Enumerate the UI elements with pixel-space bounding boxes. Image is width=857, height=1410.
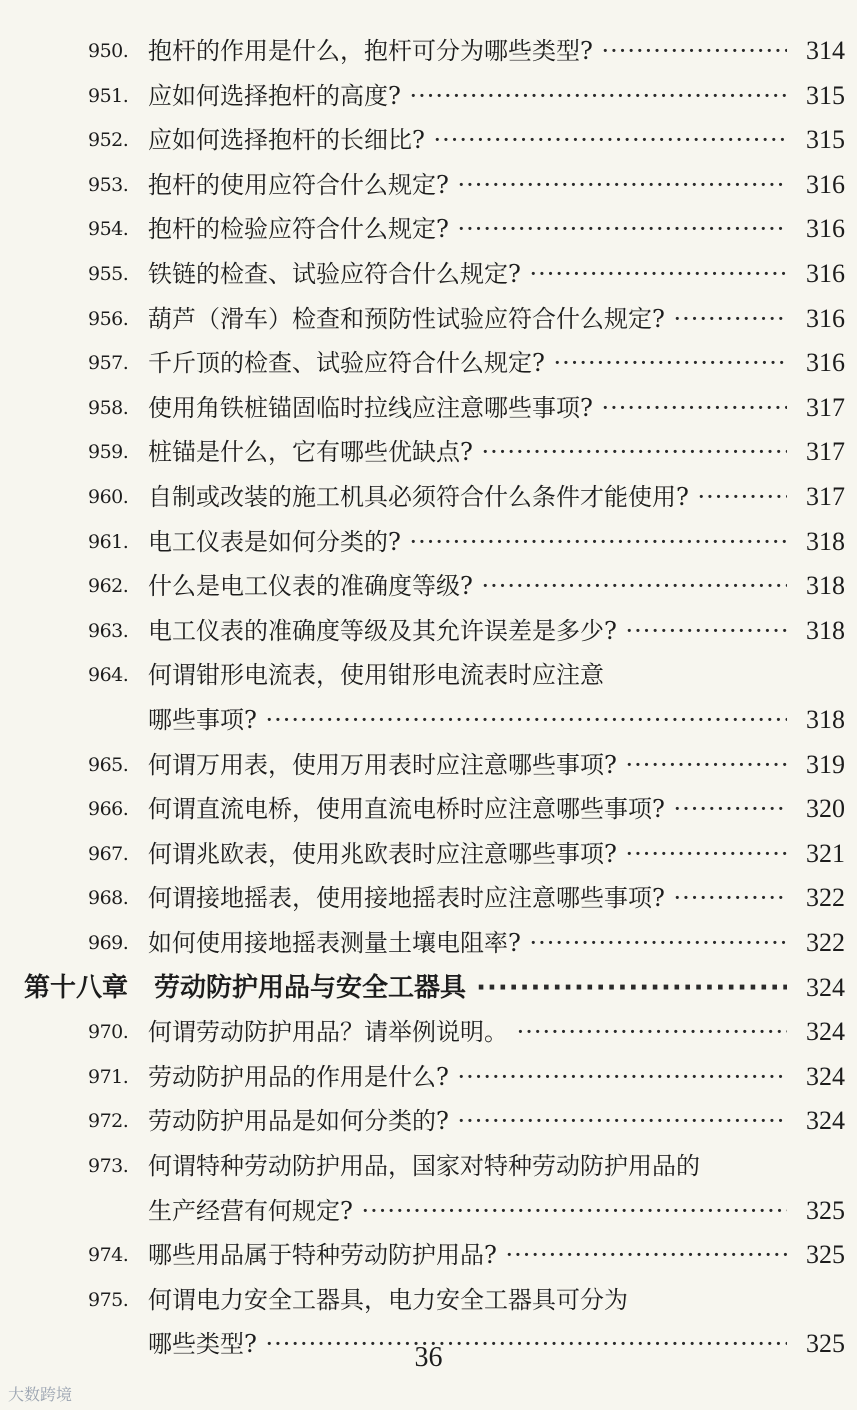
entry-title: 应如何选择抱杆的长细比? ····· [148, 119, 787, 161]
toc-entry [0, 342, 857, 384]
toc-entry [0, 565, 857, 607]
toc-entry [0, 476, 857, 518]
entry-title: 何谓电力安全工器具，电力安全工器具可分为 [148, 1285, 628, 1314]
page-ref: 322 [806, 883, 845, 913]
watermark: 大数跨境 [8, 1385, 73, 1404]
question-number: 954. [88, 218, 129, 241]
question-number: 967. [88, 842, 129, 865]
page-ref: 316 [806, 259, 845, 288]
entry-title: 电工仪表的准确度等级及其允许误差是多少? ····· [148, 610, 787, 652]
page-ref: 324 [806, 972, 845, 1002]
entry-title: 生产经营有何规定? ····· [148, 1190, 787, 1232]
page-ref: 316 [806, 214, 845, 244]
page-ref: 318 [806, 615, 845, 645]
page-ref: 325 [806, 1329, 845, 1359]
entry-title: 铁链的检查、试验应符合什么规定? ····· [148, 253, 787, 295]
entry-title: 使用角铁桩锚固临时拉线应注意哪些事项? ····· [148, 387, 787, 429]
page-ref: 324 [806, 1061, 845, 1091]
toc-entry [0, 30, 857, 72]
toc-entry [0, 699, 857, 741]
toc-entry [0, 521, 857, 563]
question-number: 959. [88, 441, 129, 464]
page-ref: 315 [806, 125, 845, 155]
toc-entry [0, 788, 857, 830]
toc-entry [0, 387, 857, 429]
entry-title: 劳动防护用品是如何分类的? ····· [148, 1100, 787, 1142]
question-number: 975. [88, 1288, 129, 1311]
question-number: 953. [88, 173, 129, 196]
entry-title: 千斤顶的检查、试验应符合什么规定? ····· [148, 342, 787, 384]
entry-title: 何谓万用表，使用万用表时应注意哪些事项? ····· [148, 744, 787, 786]
toc-entry [0, 431, 857, 473]
page-ref: 321 [806, 838, 845, 868]
entry-title: 何谓兆欧表，使用兆欧表时应注意哪些事项? ····· [148, 833, 787, 875]
toc-entry [0, 922, 857, 964]
toc-entry [0, 1234, 857, 1276]
question-number: 952. [88, 129, 129, 152]
toc-entry [0, 1145, 857, 1187]
page-ref: 325 [806, 1195, 845, 1225]
toc-entry [0, 744, 857, 786]
entry-title: 何谓特种劳动防护用品，国家对特种劳动防护用品的 [148, 1152, 700, 1180]
page-ref: 317 [806, 482, 845, 511]
page-ref: 316 [806, 348, 845, 378]
page-ref: 319 [806, 749, 845, 779]
entry-title: 抱杆的检验应符合什么规定? ····· [148, 208, 787, 250]
entry-title: 哪些类型? ····· [148, 1323, 787, 1365]
question-number: 972. [88, 1110, 129, 1133]
toc-entry [0, 208, 857, 250]
toc-entry [0, 253, 857, 295]
entry-title: 桩锚是什么，它有哪些优缺点? ····· [148, 431, 787, 473]
question-number: 969. [88, 932, 129, 954]
entry-title: 劳动防护用品的作用是什么? ····· [148, 1056, 787, 1098]
question-number: 964. [88, 664, 129, 687]
entry-title: 如何使用接地摇表测量土壤电阻率? ····· [148, 922, 787, 964]
page-ref: 317 [806, 437, 845, 467]
entry-title: 抱杆的作用是什么，抱杆可分为哪些类型? ····· [148, 30, 787, 72]
question-number: 958. [88, 396, 129, 419]
page-ref: 325 [806, 1240, 845, 1270]
question-number: 957. [88, 352, 129, 375]
question-number: 950. [88, 40, 129, 62]
question-number: 973. [88, 1155, 129, 1177]
page-ref: 316 [806, 169, 845, 199]
page-ref: 318 [806, 571, 845, 601]
entry-title: 葫芦（滑车）检查和预防性试验应符合什么规定? ····· [148, 298, 787, 340]
page-ref: 317 [806, 392, 845, 422]
page-ref: 318 [806, 705, 845, 734]
question-number: 962. [88, 575, 129, 598]
page-ref: 314 [806, 36, 845, 65]
toc-entry [0, 1011, 857, 1053]
question-number: 966. [88, 798, 129, 821]
toc-entry [0, 1279, 857, 1321]
toc-entry [0, 610, 857, 652]
toc-entry [0, 164, 857, 206]
toc-entry [0, 119, 857, 161]
chapter-heading [0, 967, 857, 1009]
entry-title: 电工仪表是如何分类的? ····· [148, 521, 787, 563]
question-number: 965. [88, 753, 129, 776]
entry-title: 何谓直流电桥，使用直流电桥时应注意哪些事项? ····· [148, 788, 787, 830]
entry-title: 何谓接地摇表，使用接地摇表时应注意哪些事项? ····· [148, 877, 787, 919]
toc-entry [0, 1056, 857, 1098]
question-number: 960. [88, 486, 129, 508]
page-ref: 315 [806, 80, 845, 110]
entry-title: 何谓钳形电流表，使用钳形电流表时应注意 [148, 661, 604, 690]
toc-entry [0, 1190, 857, 1232]
question-number: 961. [88, 530, 129, 553]
toc-entry [0, 654, 857, 696]
page-number: 36 [414, 1342, 443, 1373]
question-number: 971. [88, 1065, 129, 1088]
entry-title: 抱杆的使用应符合什么规定? ····· [148, 164, 787, 206]
question-number: 968. [88, 887, 129, 910]
toc-entry [0, 1100, 857, 1142]
page-ref: 324 [806, 1106, 845, 1136]
entry-title: 哪些事项? ····· [148, 699, 787, 741]
toc-entry [0, 298, 857, 340]
page-ref: 322 [806, 928, 845, 957]
page-ref: 324 [806, 1017, 845, 1047]
page-ref: 316 [806, 303, 845, 333]
question-number: 974. [88, 1244, 129, 1267]
question-number: 956. [88, 307, 129, 330]
entry-title: 什么是电工仪表的准确度等级? ····· [148, 565, 787, 607]
page-ref: 318 [806, 526, 845, 556]
toc-entry [0, 833, 857, 875]
entry-title: 何谓劳动防护用品？请举例说明。 ····· [148, 1011, 787, 1053]
entry-title: 应如何选择抱杆的高度? ····· [148, 75, 787, 117]
question-number: 951. [88, 84, 129, 107]
question-number: 955. [88, 263, 129, 285]
toc-entry [0, 877, 857, 919]
question-number: 963. [88, 619, 129, 642]
page-ref: 320 [806, 794, 845, 824]
entry-title: 哪些用品属于特种劳动防护用品? ····· [148, 1234, 787, 1276]
question-number: 970. [88, 1021, 129, 1044]
chapter-title: 第十八章 劳动防护用品与安全工器具 ····· [24, 967, 787, 1009]
toc-entry [0, 75, 857, 117]
entry-title: 自制或改装的施工机具必须符合什么条件才能使用? ····· [148, 476, 787, 518]
